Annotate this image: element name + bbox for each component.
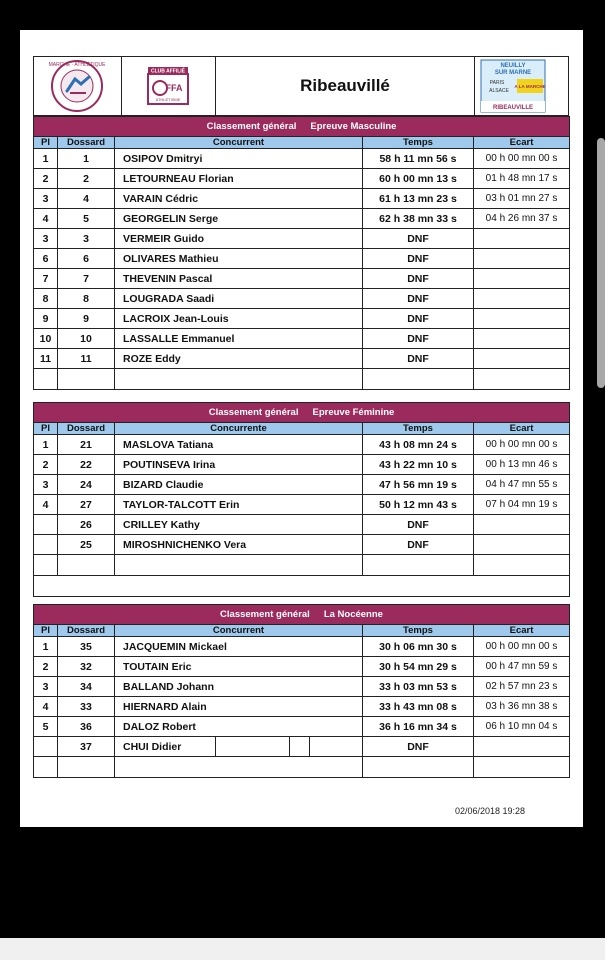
col-dossard: Dossard xyxy=(58,137,115,149)
cell-place: 3 xyxy=(34,229,58,249)
cell-place xyxy=(34,535,58,555)
col-dossard: Dossard xyxy=(58,423,115,435)
svg-text:NEUILLY: NEUILLY xyxy=(500,63,526,69)
table-row xyxy=(34,189,570,209)
cell-place: 2 xyxy=(34,169,58,189)
cell-time: 30 h 06 mn 30 s xyxy=(363,637,474,657)
col-pl: Pl xyxy=(34,137,58,149)
cell-gap: 01 h 48 mn 17 s xyxy=(474,169,570,189)
cell-gap: 00 h 13 mn 46 s xyxy=(474,455,570,475)
table-row xyxy=(34,435,570,455)
cell-gap: 00 h 00 mn 00 s xyxy=(474,637,570,657)
table-row xyxy=(34,229,570,249)
cell-dossard: 2 xyxy=(58,169,115,189)
table-row xyxy=(34,309,570,329)
blank-row xyxy=(34,757,570,778)
cell-place: 3 xyxy=(34,475,58,495)
cell-dossard: 10 xyxy=(58,329,115,349)
right-logo-box xyxy=(474,57,568,115)
table-row xyxy=(34,269,570,289)
cell-place xyxy=(34,515,58,535)
cell-name: CRILLEY Kathy xyxy=(115,515,363,535)
cell-time: DNF xyxy=(363,269,474,289)
cell-place: 4 xyxy=(34,697,58,717)
cell-place: 7 xyxy=(34,269,58,289)
svg-text:RIBEAUVILLE: RIBEAUVILLE xyxy=(492,105,534,111)
cell-name: LOUGRADA Saadi xyxy=(115,289,363,309)
column-header-row xyxy=(34,625,570,637)
cell-name: HIERNARD Alain xyxy=(115,697,363,717)
table-row xyxy=(34,515,570,535)
cell-name: MIROSHNICHENKO Vera xyxy=(115,535,363,555)
table-row xyxy=(34,169,570,189)
cell-place: 5 xyxy=(34,717,58,737)
ffa-logo-box xyxy=(122,57,216,115)
cell-gap xyxy=(474,269,570,289)
cell-dossard: 24 xyxy=(58,475,115,495)
cell-name: LETOURNEAU Florian xyxy=(115,169,363,189)
cell-time: 62 h 38 mn 33 s xyxy=(363,209,474,229)
cell-name: BIZARD Claudie xyxy=(115,475,363,495)
cell-time: DNF xyxy=(363,515,474,535)
cell-dossard: 22 xyxy=(58,455,115,475)
cell-dossard: 27 xyxy=(58,495,115,515)
table-row xyxy=(34,455,570,475)
cell-time: 36 h 16 mn 34 s xyxy=(363,717,474,737)
cell-place: 11 xyxy=(34,349,58,369)
cell-name: LASSALLE Emmanuel xyxy=(115,329,363,349)
cell-place: 1 xyxy=(34,637,58,657)
table-row xyxy=(34,475,570,495)
cell-place: 3 xyxy=(34,189,58,209)
cell-gap: 02 h 57 mn 23 s xyxy=(474,677,570,697)
cell-place: 8 xyxy=(34,289,58,309)
table-row xyxy=(34,495,570,515)
cell-dossard: 32 xyxy=(58,657,115,677)
blank-row xyxy=(34,369,570,390)
cell-dossard: 1 xyxy=(58,149,115,169)
section-banner-noceenne xyxy=(34,605,570,625)
cell-name: DALOZ Robert xyxy=(115,717,363,737)
cell-gap: 06 h 10 mn 04 s xyxy=(474,717,570,737)
cell-name: JACQUEMIN Mickael xyxy=(115,637,363,657)
cell-place: 3 xyxy=(34,677,58,697)
cell-name: TOUTAIN Eric xyxy=(115,657,363,677)
blank-row xyxy=(34,576,570,597)
cell-time: DNF xyxy=(363,349,474,369)
document-header xyxy=(33,56,569,116)
cell-time: DNF xyxy=(363,329,474,349)
cell-dossard: 8 xyxy=(58,289,115,309)
cell-time: DNF xyxy=(363,229,474,249)
results-table-masculine xyxy=(33,116,570,390)
neuilly-ribeauville-logo xyxy=(475,57,567,115)
svg-text:A LA MARCHE: A LA MARCHE xyxy=(514,84,546,89)
cell-dossard: 36 xyxy=(58,717,115,737)
col-ecart: Ecart xyxy=(474,423,570,435)
scrollbar-thumb[interactable] xyxy=(597,138,605,388)
table-row xyxy=(34,329,570,349)
col-temps: Temps xyxy=(363,137,474,149)
cell-dossard: 11 xyxy=(58,349,115,369)
col-concurrente: Concurrente xyxy=(115,423,363,435)
col-concurrent: Concurrent xyxy=(115,137,363,149)
cell-place: 9 xyxy=(34,309,58,329)
cell-gap xyxy=(474,535,570,555)
table-row xyxy=(34,717,570,737)
col-temps: Temps xyxy=(363,625,474,637)
cell-gap: 04 h 47 mn 55 s xyxy=(474,475,570,495)
table-row xyxy=(34,697,570,717)
cell-divider xyxy=(215,737,216,756)
cell-gap: 00 h 00 mn 00 s xyxy=(474,435,570,455)
svg-text:PARIS: PARIS xyxy=(489,80,505,86)
ffa-logo-top-text: CLUB AFFILIÉ xyxy=(151,68,185,75)
cell-dossard: 25 xyxy=(58,535,115,555)
banner-event: La Nocéenne xyxy=(323,609,383,620)
svg-text:SUR MARNE: SUR MARNE xyxy=(494,70,532,76)
cell-gap xyxy=(474,349,570,369)
cell-time: 50 h 12 mn 43 s xyxy=(363,495,474,515)
col-ecart: Ecart xyxy=(474,625,570,637)
table-row xyxy=(34,737,570,757)
results-table-feminine xyxy=(33,402,570,597)
cell-name xyxy=(115,737,363,757)
bottom-bar xyxy=(0,938,605,960)
cell-name: POUTINSEVA Irina xyxy=(115,455,363,475)
marche-athletique-logo xyxy=(34,57,120,115)
cell-gap xyxy=(474,229,570,249)
cell-time: DNF xyxy=(363,737,474,757)
cell-divider xyxy=(309,737,310,756)
cell-time: 58 h 11 mn 56 s xyxy=(363,149,474,169)
banner-event: Epreuve Féminine xyxy=(312,407,395,418)
cell-gap: 00 h 00 mn 00 s xyxy=(474,149,570,169)
cell-place: 6 xyxy=(34,249,58,269)
column-header-row xyxy=(34,423,570,435)
col-concurrent: Concurrent xyxy=(115,625,363,637)
results-table-noceenne xyxy=(33,604,570,778)
cell-gap: 04 h 26 mn 37 s xyxy=(474,209,570,229)
col-ecart: Ecart xyxy=(474,137,570,149)
cell-dossard: 4 xyxy=(58,189,115,209)
cell-name: MASLOVA Tatiana xyxy=(115,435,363,455)
cell-dossard: 21 xyxy=(58,435,115,455)
section-banner-masculine xyxy=(34,117,570,137)
cell-gap: 03 h 01 mn 27 s xyxy=(474,189,570,209)
cell-place: 10 xyxy=(34,329,58,349)
cell-time: DNF xyxy=(363,289,474,309)
cell-dossard: 33 xyxy=(58,697,115,717)
cell-dossard: 35 xyxy=(58,637,115,657)
table-row xyxy=(34,657,570,677)
cell-name: THEVENIN Pascal xyxy=(115,269,363,289)
cell-place xyxy=(34,737,58,757)
banner-label: Classement général xyxy=(206,121,297,132)
cell-place: 2 xyxy=(34,657,58,677)
col-dossard: Dossard xyxy=(58,625,115,637)
section-banner-feminine xyxy=(34,403,570,423)
left-logo-box xyxy=(34,57,122,115)
col-pl: Pl xyxy=(34,423,58,435)
cell-time: 61 h 13 mn 23 s xyxy=(363,189,474,209)
cell-time: 60 h 00 mn 13 s xyxy=(363,169,474,189)
cell-time: 47 h 56 mn 19 s xyxy=(363,475,474,495)
cell-dossard: 34 xyxy=(58,677,115,697)
cell-gap xyxy=(474,289,570,309)
table-row xyxy=(34,535,570,555)
cell-time: DNF xyxy=(363,309,474,329)
cell-gap xyxy=(474,309,570,329)
cell-name: BALLAND Johann xyxy=(115,677,363,697)
cell-time: 43 h 22 mn 10 s xyxy=(363,455,474,475)
cell-name: VARAIN Cédric xyxy=(115,189,363,209)
cell-name: VERMEIR Guido xyxy=(115,229,363,249)
svg-text:ALSACE: ALSACE xyxy=(489,88,509,94)
ffa-logo-bottom-text: ATHLÉTISME xyxy=(155,97,181,102)
cell-time: 33 h 03 mn 53 s xyxy=(363,677,474,697)
cell-name-text: CHUI Didier xyxy=(123,740,182,753)
cell-dossard: 7 xyxy=(58,269,115,289)
cell-time: 30 h 54 mn 29 s xyxy=(363,657,474,677)
cell-name: GEORGELIN Serge xyxy=(115,209,363,229)
cell-time: 33 h 43 mn 08 s xyxy=(363,697,474,717)
cell-gap xyxy=(474,329,570,349)
ffa-logo-main-text: FFA xyxy=(165,83,183,93)
cell-name: TAYLOR-TALCOTT Erin xyxy=(115,495,363,515)
cell-time: DNF xyxy=(363,249,474,269)
cell-gap: 03 h 36 mn 38 s xyxy=(474,697,570,717)
cell-dossard: 6 xyxy=(58,249,115,269)
cell-gap xyxy=(474,737,570,757)
banner-event: Epreuve Masculine xyxy=(310,121,397,132)
col-temps: Temps xyxy=(363,423,474,435)
col-pl: Pl xyxy=(34,625,58,637)
banner-label: Classement général xyxy=(208,407,299,418)
table-row xyxy=(34,677,570,697)
column-header-row xyxy=(34,137,570,149)
table-row xyxy=(34,249,570,269)
cell-gap xyxy=(474,515,570,535)
cell-time: 43 h 08 mn 24 s xyxy=(363,435,474,455)
cell-place: 4 xyxy=(34,495,58,515)
cell-gap xyxy=(474,249,570,269)
table-row xyxy=(34,149,570,169)
cell-divider xyxy=(289,737,290,756)
cell-place: 1 xyxy=(34,435,58,455)
cell-dossard: 5 xyxy=(58,209,115,229)
blank-row xyxy=(34,555,570,576)
cell-dossard: 26 xyxy=(58,515,115,535)
cell-name: OSIPOV Dmitryi xyxy=(115,149,363,169)
ffa-logo xyxy=(122,57,214,115)
cell-name: OLIVARES Mathieu xyxy=(115,249,363,269)
svg-text:MARCHE · ATHLÉTIQUE: MARCHE · ATHLÉTIQUE xyxy=(48,62,106,68)
cell-place: 1 xyxy=(34,149,58,169)
cell-dossard: 3 xyxy=(58,229,115,249)
print-timestamp: 02/06/2018 19:28 xyxy=(455,806,526,816)
table-row xyxy=(34,349,570,369)
banner-label: Classement général xyxy=(220,609,310,620)
cell-name: ROZE Eddy xyxy=(115,349,363,369)
cell-place: 2 xyxy=(34,455,58,475)
table-row xyxy=(34,289,570,309)
table-row xyxy=(34,637,570,657)
cell-gap: 07 h 04 mn 19 s xyxy=(474,495,570,515)
table-row xyxy=(34,209,570,229)
cell-name: LACROIX Jean-Louis xyxy=(115,309,363,329)
page-title: Ribeauvillé xyxy=(300,76,390,95)
cell-dossard: 9 xyxy=(58,309,115,329)
cell-gap: 00 h 47 mn 59 s xyxy=(474,657,570,677)
cell-place: 4 xyxy=(34,209,58,229)
cell-time: DNF xyxy=(363,535,474,555)
cell-dossard: 37 xyxy=(58,737,115,757)
